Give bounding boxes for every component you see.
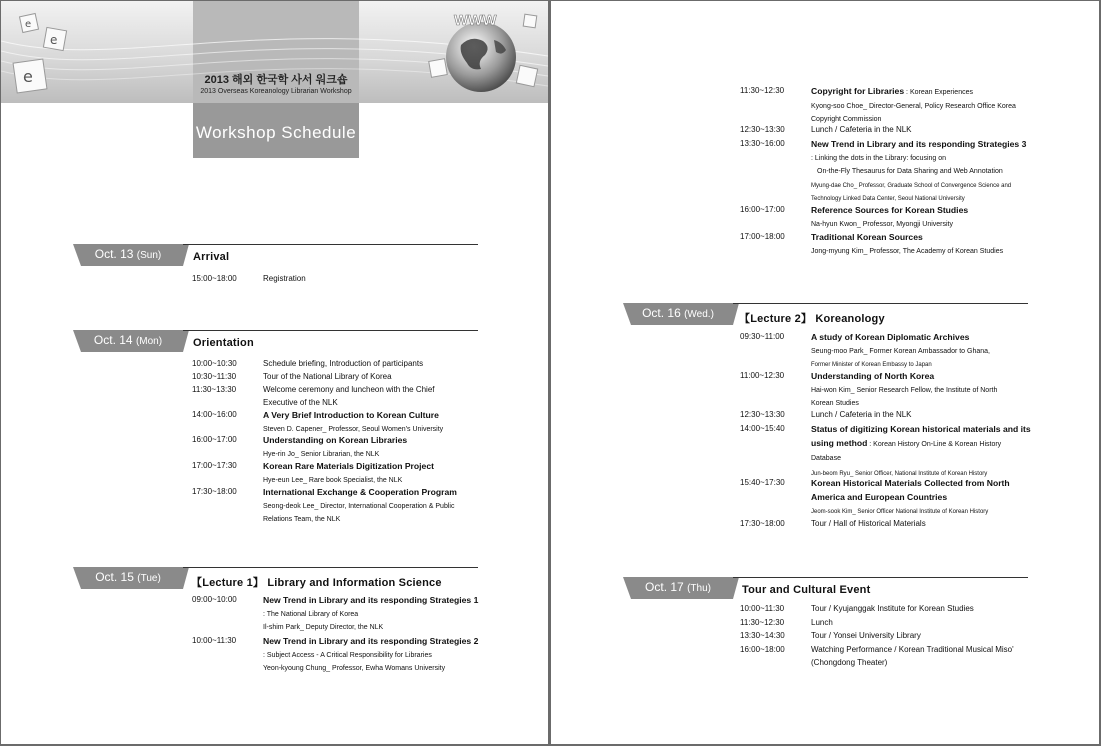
event-title: Traditional Korean Sources <box>811 232 923 242</box>
speaker: Kyong-soo Choe_ Director-General, Policy Research Office Korea Copyright Commission <box>811 102 1016 123</box>
speaker: Hye-eun Lee_ Rare book Specialist, the NLK <box>263 476 403 484</box>
section-heading: Arrival <box>193 251 230 263</box>
time-slot: 12:30~13:30 <box>740 410 785 419</box>
event-text: Tour / Kyujanggak Institute for Korean Studies <box>811 604 974 613</box>
event-text: Lunch / Cafeteria in the NLK <box>811 125 912 134</box>
time-slot: 11:00~12:30 <box>740 371 785 380</box>
section-rule <box>183 244 478 245</box>
section-heading: 【Lecture 2】 Koreanology <box>739 313 885 325</box>
event-detail: : Subject Access - A Critical Responsibility for Libraries <box>263 651 432 659</box>
event-title: Korean Rare Materials Digitization Project <box>263 461 434 471</box>
event-title: A Very Brief Introduction to Korean Culture <box>263 410 439 420</box>
event-title-tail: : Korean History On-Line & Korean History Database <box>811 440 1002 462</box>
weekday-label: (Sun) <box>136 250 162 261</box>
speaker: Jeom-sook Kim_ Senior Officer National Institute of Korean History <box>811 509 989 515</box>
time-slot: 14:00~16:00 <box>192 410 237 419</box>
time-slot: 15:40~17:30 <box>740 478 785 487</box>
date-label: Oct. 16 <box>642 306 681 320</box>
event-detail: On-the-Fly Thesaurus for Data Sharing and Web Annotation <box>817 168 1003 175</box>
time-slot: 17:00~17:30 <box>192 461 237 470</box>
time-slot: 11:30~12:30 <box>740 618 785 627</box>
svg-text:WWW: WWW <box>454 12 497 29</box>
event-title: Reference Sources for Korean Studies <box>811 205 969 215</box>
event-title-tail: : Korean Experiences <box>904 89 973 96</box>
speaker: Seong-deok Lee_ Director, International Cooperation & Public Relations Team, the NLK <box>263 502 455 523</box>
workshop-title-en: 2013 Overseas Koreanology Librarian Workshop <box>200 88 352 95</box>
event-title: Copyright for Libraries <box>811 86 905 96</box>
section-heading: 【Lecture 1】 Library and Information Science <box>191 577 442 589</box>
event-text: Welcome ceremony and luncheon with the Chief Executive of the NLK <box>263 385 435 407</box>
event-title: New Trend in Library and its responding Strategies 2 <box>263 636 479 646</box>
date-tag <box>73 244 189 266</box>
schedule-title: Workshop Schedule <box>195 123 357 142</box>
section-heading: Tour and Cultural Event <box>742 584 871 596</box>
speaker: Seung-moo Park_ Former Korean Ambassador to Ghana, <box>811 347 990 355</box>
cube-icons <box>11 9 71 99</box>
time-slot: 16:00~17:00 <box>740 205 785 214</box>
event-text: Watching Performance / Korean Traditional Musical Miso' (Chongdong Theater) <box>811 645 1014 667</box>
event-detail: : Linking the dots in the Library: focusing on <box>811 154 947 162</box>
event-text: Lunch / Cafeteria in the NLK <box>811 410 912 419</box>
time-slot: 09:00~10:00 <box>192 595 237 604</box>
speaker: Jun-beom Ryu_ Senior Officer, National Institute of Korean History <box>811 470 988 477</box>
event-detail: : The National Library of Korea <box>263 610 359 618</box>
speaker: Hai-won Kim_ Senior Research Fellow, the Institute of North Korean Studies <box>811 386 998 407</box>
time-slot: 10:30~11:30 <box>192 372 237 381</box>
time-slot: 11:30~13:30 <box>192 385 237 394</box>
section-rule <box>183 330 478 331</box>
event-title: New Trend in Library and its responding Strategies 3 <box>811 139 1027 149</box>
weekday-label: (Wed.) <box>684 309 714 320</box>
time-slot: 13:30~14:30 <box>740 631 785 640</box>
event-title: New Trend in Library and its responding Strategies 1 <box>263 595 479 605</box>
svg-text:e: e <box>23 67 33 86</box>
date-label: Oct. 13 <box>94 247 134 261</box>
schedule-title-box <box>193 103 359 158</box>
time-slot: 11:30~12:30 <box>740 86 785 95</box>
event-text: Lunch <box>811 618 833 627</box>
speaker: Yeon-kyoung Chung_ Professor, Ewha Womans University <box>263 665 446 672</box>
header-banner <box>1 1 548 103</box>
workshop-title-ko: 2013 해외 한국학 사서 워크숍 <box>204 74 348 86</box>
speaker: Il-shim Park_ Deputy Director, the NLK <box>263 624 384 631</box>
time-slot: 13:30~16:00 <box>740 139 785 148</box>
time-slot: 12:30~13:30 <box>740 125 785 134</box>
weekday-label: (Tue) <box>137 573 161 584</box>
weekday-label: (Thu) <box>687 583 711 594</box>
section-rule <box>183 567 478 568</box>
time-slot: 10:00~11:30 <box>192 636 237 645</box>
event-title: A study of Korean Diplomatic Archives <box>811 332 970 342</box>
time-slot: 10:00~11:30 <box>740 604 785 613</box>
date-tag <box>623 577 739 599</box>
section-heading: Orientation <box>193 337 254 349</box>
event-text: Tour of the National Library of Korea <box>263 372 392 381</box>
time-slot: 15:00~18:00 <box>192 274 237 283</box>
time-slot: 16:00~17:00 <box>192 435 237 444</box>
time-slot: 16:00~18:00 <box>740 645 785 654</box>
speaker: Na-hyun Kwon_ Professor, Myongji University <box>811 220 954 228</box>
speaker: Steven D. Capener_ Professor, Seoul Women's University <box>263 425 444 433</box>
date-tag <box>623 303 739 325</box>
event-text: Tour / Hall of Historical Materials <box>811 519 926 528</box>
date-label: Oct. 14 <box>93 333 133 347</box>
svg-text:e: e <box>25 19 32 30</box>
date-tag <box>73 330 189 352</box>
event-title: Understanding of North Korea <box>811 371 935 381</box>
time-slot: 10:00~10:30 <box>192 359 237 368</box>
speaker: Hye-rin Jo_ Senior Librarian, the NLK <box>263 450 380 458</box>
time-slot: 17:30~18:00 <box>192 487 237 496</box>
weekday-label: (Mon) <box>135 336 163 347</box>
page-left <box>1 1 548 744</box>
time-slot: 14:00~15:40 <box>740 424 785 433</box>
date-tag <box>73 567 189 589</box>
date-label: Oct. 15 <box>95 570 134 584</box>
time-slot: 09:30~11:00 <box>740 332 785 341</box>
page-right <box>551 1 1099 744</box>
speaker: Jong-myung Kim_ Professor, The Academy of Korean Studies <box>811 247 1004 255</box>
time-slot: 17:30~18:00 <box>740 519 785 528</box>
event-title: Status of digitizing Korean historical materials and its using method <box>811 424 1031 448</box>
time-slot: 17:00~18:00 <box>740 232 785 241</box>
date-label: Oct. 17 <box>645 580 684 594</box>
section-rule <box>733 577 1028 578</box>
event-text: Registration <box>263 274 306 283</box>
section-rule <box>733 303 1028 304</box>
event-title: Understanding on Korean Libraries <box>263 435 408 445</box>
speaker-detail: Former Minister of Korean Embassy to Japan <box>811 362 932 368</box>
event-text: Tour / Yonsei University Library <box>811 631 921 640</box>
globe-icon <box>426 5 548 101</box>
event-title: Korean Historical Materials Collected from North America and European Countries <box>811 478 1010 502</box>
speaker: Myung-dae Cho_ Professor, Graduate School of Convergence Science and Technology Linked Data Center, Seoul National University <box>811 182 1012 202</box>
event-title: International Exchange & Cooperation Program <box>263 487 457 497</box>
svg-text:e: e <box>50 33 58 47</box>
event-text: Schedule briefing, Introduction of participants <box>263 359 424 368</box>
